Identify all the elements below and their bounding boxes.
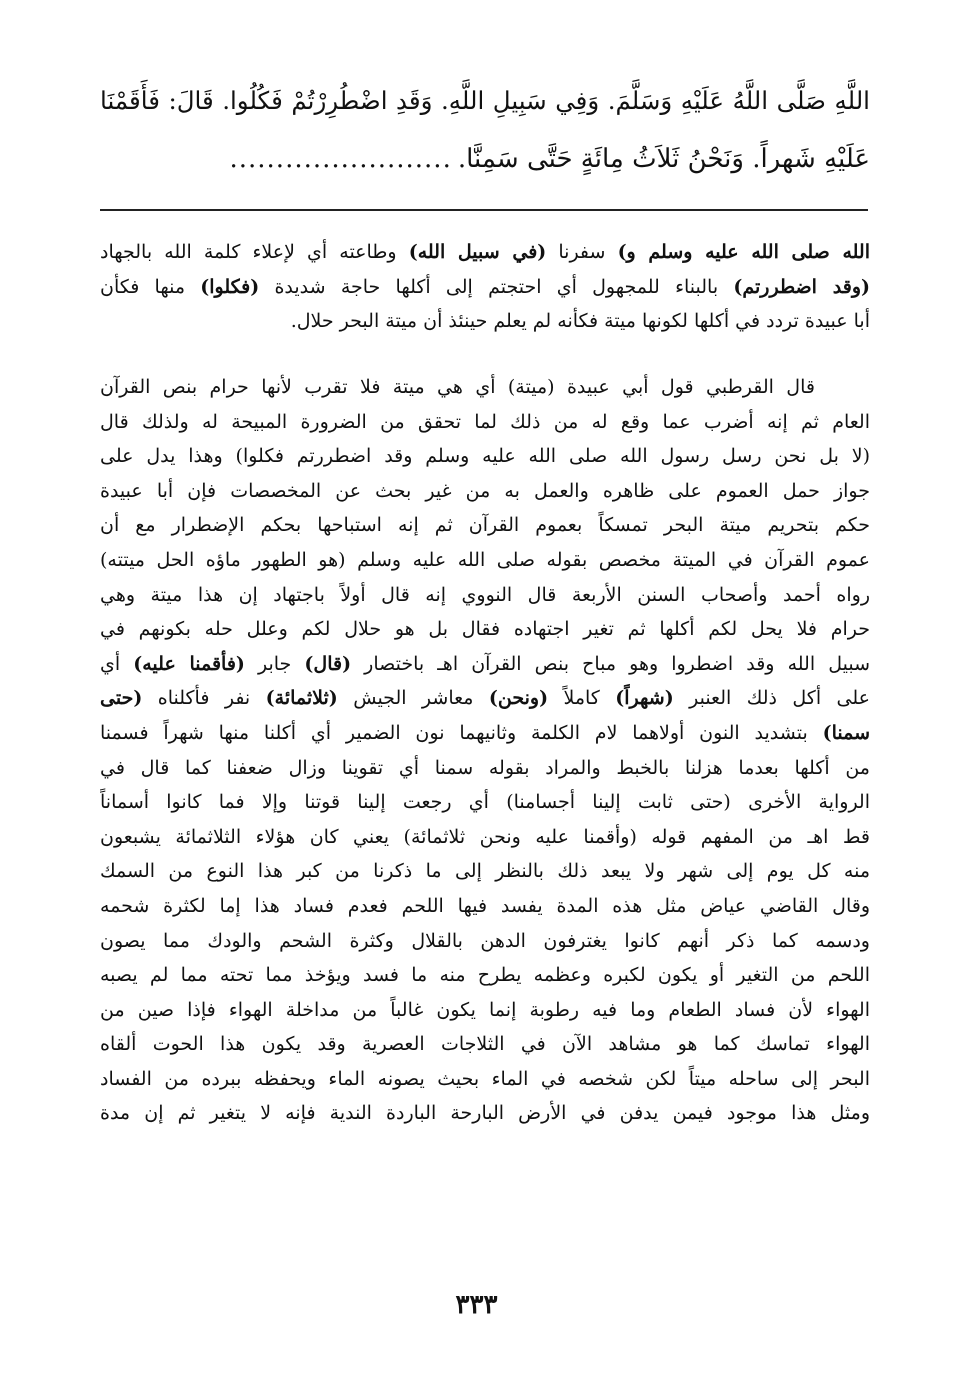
commentary-text: سفرنا — [546, 241, 618, 263]
commentary-line: الهواء لأن فساد الطعام وما فيه رطوبة إنما يكون غالباً من مداخلة الهواء فإذا صين من — [100, 998, 870, 1021]
commentary-text: بالبناء للمجهول أي احتجتم إلى أكلها حاجة شديدة — [259, 275, 734, 298]
commentary-text: منها فكأن — [100, 275, 201, 298]
bold-quote: سمنا) — [822, 721, 870, 744]
bold-quote: (حتى — [100, 687, 143, 710]
commentary-line: جواز حمل العموم على ظاهره والعمل به من غير بحث عن المخصصات فإن أبا عبيدة — [100, 479, 870, 502]
commentary-line: وقال القاضي عياض مثل هذه المدة يفسد فيها اللحم فعدم فساد هذا إما لكثرة شحمه — [100, 894, 870, 917]
commentary-text: بتشديد النون أولاهما لام الكلمة وثانيهما نون الضمير أي أكلنا منها شهراً فسمنا — [100, 721, 823, 744]
commentary-line: ودسمه كما ذكر أنهم كانوا يغترفون الدهن بالقلال وكثرة الشحم والودك مما يصون — [100, 929, 870, 952]
commentary-line: الرواية الأخرى (حتى ثابت إلينا أجسامنا) أي رجعت إلينا قوتنا وإلا فما كانوا أسماناً — [100, 791, 870, 814]
bold-quote: (قال) — [304, 652, 352, 675]
commentary-line: حرام فلا يحل لكم أكلها ثم تغير اجتهاده فقال بل هو حلال لكم وعلل حله بكونهم في — [100, 618, 870, 641]
commentary-text: أي — [100, 652, 134, 675]
commentary-line: منه كل يوم إلى شهر ولا يبعد ذلك بالنظر إلى ما ذكرنا من كبر هذا النوع من السمك — [100, 860, 870, 883]
commentary-text: على أكل ذلك العنبر — [673, 687, 870, 710]
hadith-line: اللَّهِ صَلَّى اللَّهُ عَلَيْهِ وَسَلَّمَ. وَفِي سَبِيلِ اللَّهِ. وَقَدِ اضْطُرِرْتُمْ فَكُلُوا. قَالَ: فَأَقَمْنَا — [100, 86, 870, 115]
bold-quote: (فكلوا) — [200, 275, 260, 298]
bold-quote: الله صلى الله عليه وسلم و) — [617, 241, 870, 263]
commentary-line — [100, 647, 870, 682]
footnote-separator — [100, 209, 868, 211]
commentary-line: العام ثم إنه أضرب عما وقع له من ذلك لما تحقق من الضرورة المبيحة له ولذلك قال — [100, 410, 870, 433]
bold-quote: (وقد اضطررتم) — [733, 275, 870, 298]
bold-quote: (ثلاثمائة) — [265, 687, 338, 710]
commentary-text: وطاعته أي لإعلاء كلمة الله بالجهاد — [100, 241, 409, 263]
bold-quote: (فأقمنا عليه) — [133, 652, 245, 675]
hadith-line-text: عَلَيْهِ شَهراً. وَنَحْنُ ثَلاَثُ مِائَةٍ حَتَّى سَمِنَّا. — [457, 144, 870, 174]
hadith-line — [100, 130, 870, 188]
commentary-line: البحر إلى ساحله ميتاً لكن شخصه في الماء بحيث يصونه الماء ويحفظه ببرده من الفساد — [100, 1067, 870, 1090]
bold-quote: (في سبيل الله) — [408, 241, 547, 263]
commentary-text: جابر — [244, 652, 305, 675]
commentary-text: نفر فأكلناه — [142, 687, 266, 710]
commentary-line: ومثل هذا موجود فيمن يدفن في الأرض البارحة الباردة الندية فإنه لا يتغير ثم إن مدة — [100, 1102, 870, 1125]
commentary-line: قال القرطبي قول أبي عبيدة (ميتة) أي هي ميتة فلا تقرب لأنها حرام بنص القرآن — [100, 376, 815, 398]
commentary-paragraph — [100, 370, 870, 1131]
commentary-paragraph — [100, 235, 870, 339]
page-number: ٣٣٣ — [455, 1290, 498, 1320]
commentary-line: حكم بتحريم ميتة البحر تمسكاً بعموم القرآن ثم إنه استباحها بحكم الإضطرار مع أن — [100, 514, 870, 537]
commentary-line: (لا بل نحن رسل رسول الله صلى الله عليه وسلم وقد اضطررتم فكلوا) وهذا يدل على — [100, 445, 870, 468]
hadith-text — [100, 72, 870, 188]
bold-quote: (ونحن) — [488, 687, 549, 710]
commentary-line: قط اهـ من المفهم قوله (وأقمنا عليه ونحن ثلاثمائة) يعني كان هؤلاء الثلاثمائة يشبعون — [100, 825, 870, 848]
commentary-line: عموم القرآن في الميتة مخصص بقوله صلى الله عليه وسلم (هو الطهور ماؤه الحل ميتته) — [100, 548, 870, 571]
commentary-line — [100, 681, 870, 716]
commentary-line: أبا عبيدة تردد في أكلها لكونها ميتة فكأنه لم يعلم حينئذ أن ميتة البحر حلال. — [290, 310, 870, 333]
commentary-line: من أكلها بعدما هزلنا بالخبط والمراد بقوله سمنا أي تقوينا وزال ضعفنا كما قال في — [100, 756, 870, 779]
dotted-leader: ........................ — [229, 144, 452, 174]
commentary-line — [100, 235, 870, 270]
commentary-line: رواه أحمد وأصحاب السنن الأربعة قال النووي إنه قال أولاً باجتهاد إن هذا ميتة وهي — [100, 583, 870, 606]
commentary-line — [100, 716, 870, 751]
commentary-line: الهواء تماسك كما هو مشاهد الآن في الثلاجات العصرية وقد يكون هذا الحوت ألقاه — [100, 1033, 870, 1056]
commentary-line — [100, 270, 870, 305]
commentary-text: سبيل الله وقد اضطروا وهو مباح بنص القرآن اهـ باختصار — [351, 652, 870, 675]
commentary-text: معاشر الجيش — [337, 687, 489, 710]
commentary-text: كاملاً — [548, 687, 616, 710]
bold-quote: (شهراً) — [615, 687, 674, 710]
commentary-line: اللحم من التغير أو يكون لكبره وعظمه يطرح منه ما فسد ويؤخذ مما تحته مما لم يصبه — [100, 964, 870, 987]
